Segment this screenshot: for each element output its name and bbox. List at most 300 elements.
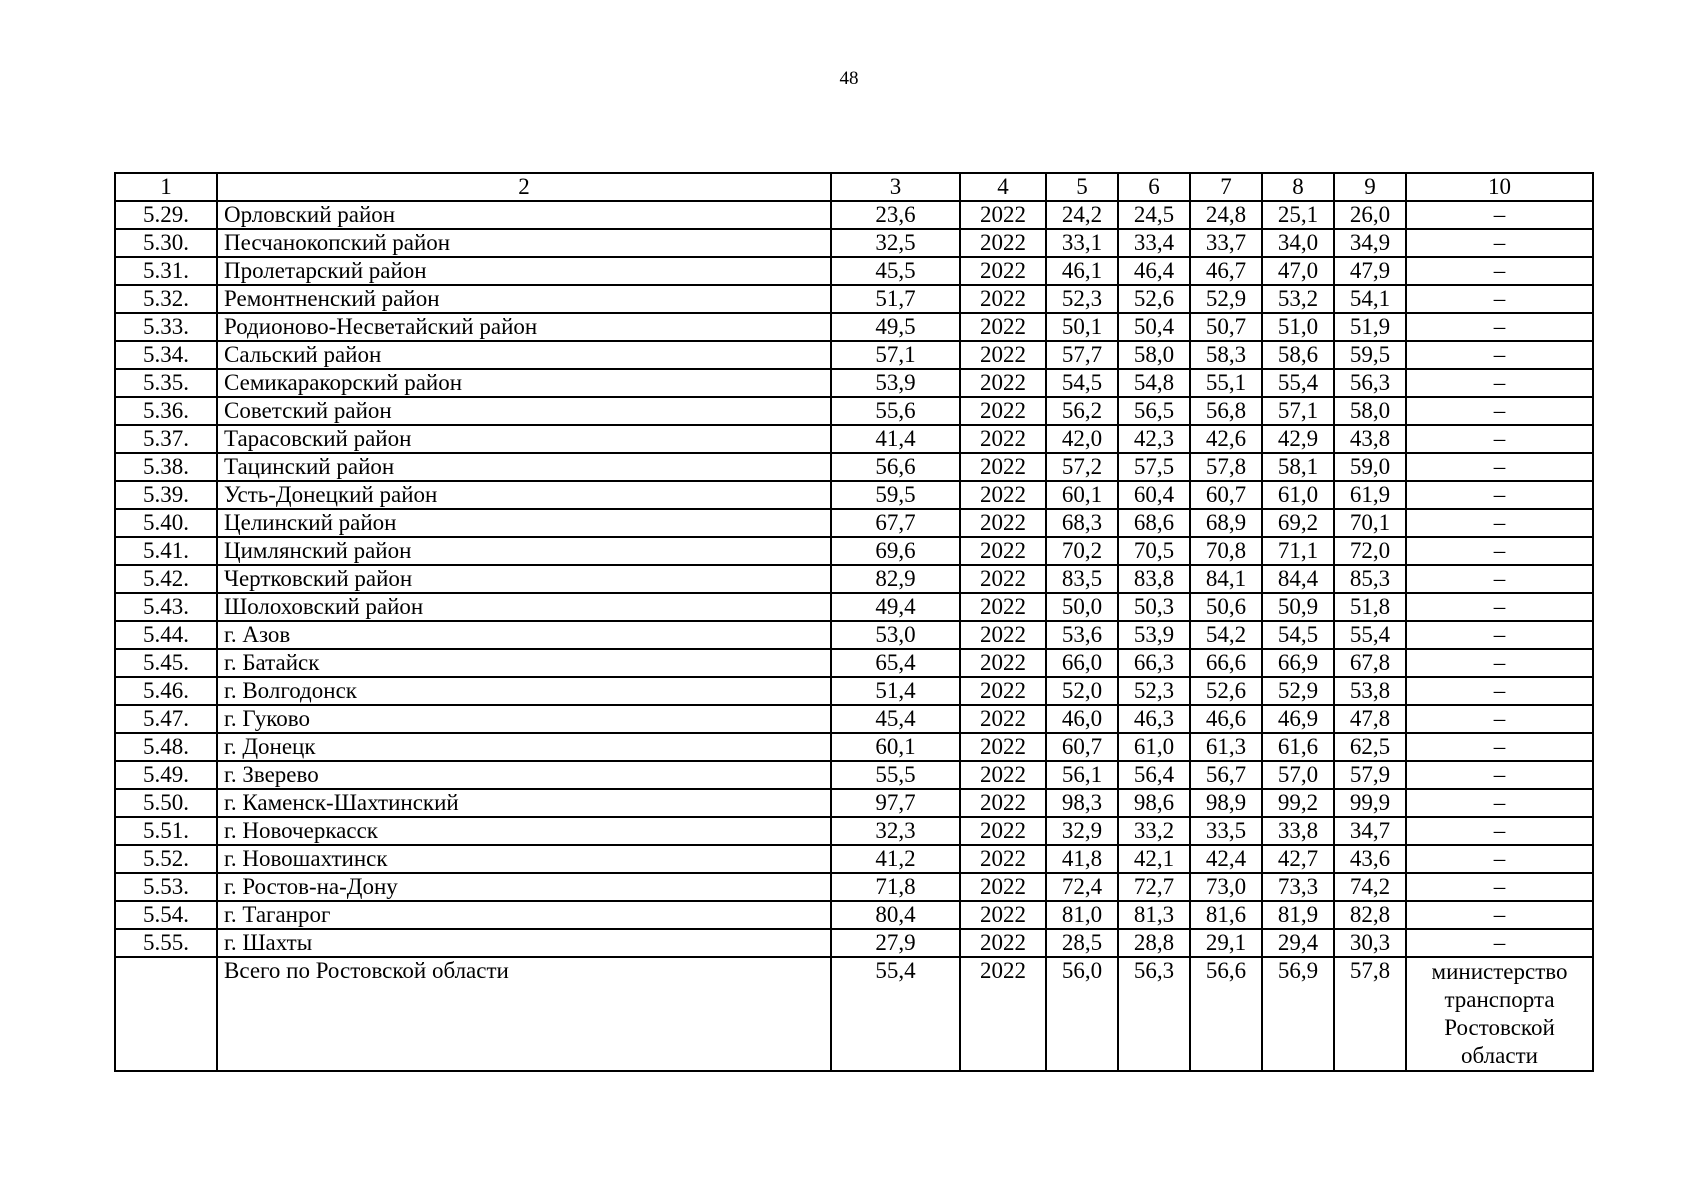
value-col-5: 70,2 <box>1046 537 1118 565</box>
responsible-col-10: – <box>1406 789 1593 817</box>
responsible-col-10: – <box>1406 845 1593 873</box>
value-col-8: 25,1 <box>1262 201 1334 229</box>
value-col-6: 60,4 <box>1118 481 1190 509</box>
value-col-3: 69,6 <box>831 537 960 565</box>
value-col-3: 41,4 <box>831 425 960 453</box>
column-header: 5 <box>1046 173 1118 201</box>
row-number: 5.54. <box>115 901 217 929</box>
table-row <box>115 733 1593 761</box>
row-number: 5.30. <box>115 229 217 257</box>
row-number: 5.49. <box>115 761 217 789</box>
value-col-5: 81,0 <box>1046 901 1118 929</box>
responsible-col-10: – <box>1406 593 1593 621</box>
table-row <box>115 229 1593 257</box>
table-row <box>115 817 1593 845</box>
row-number: 5.46. <box>115 677 217 705</box>
value-col-9: 72,0 <box>1334 537 1406 565</box>
table-row <box>115 313 1593 341</box>
value-col-3: 41,2 <box>831 845 960 873</box>
value-col-3: 82,9 <box>831 565 960 593</box>
row-number: 5.33. <box>115 313 217 341</box>
year-col-4: 2022 <box>960 789 1046 817</box>
value-col-3: 51,4 <box>831 677 960 705</box>
value-col-6: 58,0 <box>1118 341 1190 369</box>
municipality-name: г. Новочеркасск <box>217 817 831 845</box>
year-col-4: 2022 <box>960 425 1046 453</box>
value-col-8: 50,9 <box>1262 593 1334 621</box>
value-col-6: 83,8 <box>1118 565 1190 593</box>
value-col-3: 49,4 <box>831 593 960 621</box>
value-col-6: 98,6 <box>1118 789 1190 817</box>
value-col-9: 61,9 <box>1334 481 1406 509</box>
value-col-7: 56,8 <box>1190 397 1262 425</box>
table-row <box>115 677 1593 705</box>
value-col-8: 42,7 <box>1262 845 1334 873</box>
value-col-3: 32,3 <box>831 817 960 845</box>
municipality-name: г. Батайск <box>217 649 831 677</box>
value-col-9: 34,7 <box>1334 817 1406 845</box>
value-col-9: 70,1 <box>1334 509 1406 537</box>
responsible-col-10: – <box>1406 705 1593 733</box>
value-col-6: 56,4 <box>1118 761 1190 789</box>
table-body <box>115 201 1593 1071</box>
municipality-name: Семикаракорский район <box>217 369 831 397</box>
value-col-6: 81,3 <box>1118 901 1190 929</box>
municipality-name: г. Гуково <box>217 705 831 733</box>
responsible-col-10: – <box>1406 817 1593 845</box>
table-row <box>115 789 1593 817</box>
value-col-5: 60,7 <box>1046 733 1118 761</box>
municipality-name: г. Волгодонск <box>217 677 831 705</box>
table-row <box>115 369 1593 397</box>
table-row <box>115 761 1593 789</box>
value-col-7: 84,1 <box>1190 565 1262 593</box>
value-col-3: 56,6 <box>831 453 960 481</box>
value-col-5: 72,4 <box>1046 873 1118 901</box>
municipality-name: г. Зверево <box>217 761 831 789</box>
row-number: 5.36. <box>115 397 217 425</box>
value-col-7: 46,7 <box>1190 257 1262 285</box>
row-number: 5.52. <box>115 845 217 873</box>
value-col-6: 50,3 <box>1118 593 1190 621</box>
table-row <box>115 649 1593 677</box>
value-col-5: 68,3 <box>1046 509 1118 537</box>
value-col-3: 65,4 <box>831 649 960 677</box>
municipality-name: Пролетарский район <box>217 257 831 285</box>
total-value-col-9: 57,8 <box>1334 957 1406 1071</box>
responsible-col-10: – <box>1406 285 1593 313</box>
year-col-4: 2022 <box>960 509 1046 537</box>
municipality-name: Целинский район <box>217 509 831 537</box>
row-number: 5.34. <box>115 341 217 369</box>
year-col-4: 2022 <box>960 453 1046 481</box>
value-col-8: 99,2 <box>1262 789 1334 817</box>
value-col-3: 97,7 <box>831 789 960 817</box>
row-number: 5.51. <box>115 817 217 845</box>
value-col-9: 59,5 <box>1334 341 1406 369</box>
year-col-4: 2022 <box>960 369 1046 397</box>
municipality-name: Ремонтненский район <box>217 285 831 313</box>
value-col-8: 33,8 <box>1262 817 1334 845</box>
value-col-5: 56,1 <box>1046 761 1118 789</box>
value-col-7: 70,8 <box>1190 537 1262 565</box>
responsible-col-10: – <box>1406 929 1593 957</box>
value-col-7: 73,0 <box>1190 873 1262 901</box>
value-col-6: 50,4 <box>1118 313 1190 341</box>
value-col-3: 23,6 <box>831 201 960 229</box>
value-col-6: 33,2 <box>1118 817 1190 845</box>
value-col-6: 68,6 <box>1118 509 1190 537</box>
value-col-8: 52,9 <box>1262 677 1334 705</box>
year-col-4: 2022 <box>960 341 1046 369</box>
value-col-3: 27,9 <box>831 929 960 957</box>
value-col-8: 71,1 <box>1262 537 1334 565</box>
responsible-col-10: – <box>1406 761 1593 789</box>
value-col-7: 50,7 <box>1190 313 1262 341</box>
total-value-col-7: 56,6 <box>1190 957 1262 1071</box>
responsible-col-10: – <box>1406 621 1593 649</box>
value-col-8: 61,0 <box>1262 481 1334 509</box>
value-col-5: 57,2 <box>1046 453 1118 481</box>
total-value-col-5: 56,0 <box>1046 957 1118 1071</box>
table-row <box>115 845 1593 873</box>
responsible-col-10: – <box>1406 677 1593 705</box>
value-col-5: 24,2 <box>1046 201 1118 229</box>
table-row <box>115 873 1593 901</box>
value-col-8: 66,9 <box>1262 649 1334 677</box>
table-row <box>115 509 1593 537</box>
table-row <box>115 341 1593 369</box>
value-col-8: 73,3 <box>1262 873 1334 901</box>
value-col-9: 43,6 <box>1334 845 1406 873</box>
value-col-3: 57,1 <box>831 341 960 369</box>
municipality-name: г. Шахты <box>217 929 831 957</box>
value-col-5: 52,3 <box>1046 285 1118 313</box>
row-number: 5.40. <box>115 509 217 537</box>
value-col-5: 60,1 <box>1046 481 1118 509</box>
value-col-8: 46,9 <box>1262 705 1334 733</box>
value-col-6: 42,3 <box>1118 425 1190 453</box>
value-col-6: 24,5 <box>1118 201 1190 229</box>
year-col-4: 2022 <box>960 285 1046 313</box>
municipality-name: Шолоховский район <box>217 593 831 621</box>
year-col-4: 2022 <box>960 593 1046 621</box>
value-col-8: 47,0 <box>1262 257 1334 285</box>
value-col-8: 57,0 <box>1262 761 1334 789</box>
row-number: 5.37. <box>115 425 217 453</box>
responsible-col-10: – <box>1406 649 1593 677</box>
year-col-4: 2022 <box>960 537 1046 565</box>
value-col-8: 29,4 <box>1262 929 1334 957</box>
table-row <box>115 705 1593 733</box>
value-col-8: 58,1 <box>1262 453 1334 481</box>
value-col-8: 61,6 <box>1262 733 1334 761</box>
municipality-name: г. Каменск-Шахтинский <box>217 789 831 817</box>
total-year-col-4: 2022 <box>960 957 1046 1071</box>
responsible-col-10: – <box>1406 537 1593 565</box>
year-col-4: 2022 <box>960 397 1046 425</box>
responsible-col-10: – <box>1406 229 1593 257</box>
responsible-col-10: – <box>1406 481 1593 509</box>
value-col-5: 32,9 <box>1046 817 1118 845</box>
column-header: 3 <box>831 173 960 201</box>
value-col-3: 71,8 <box>831 873 960 901</box>
municipality-name: г. Азов <box>217 621 831 649</box>
responsible-col-10: – <box>1406 201 1593 229</box>
total-value-col-8: 56,9 <box>1262 957 1334 1071</box>
value-col-9: 47,8 <box>1334 705 1406 733</box>
value-col-7: 55,1 <box>1190 369 1262 397</box>
value-col-7: 54,2 <box>1190 621 1262 649</box>
table-row <box>115 929 1593 957</box>
value-col-5: 56,2 <box>1046 397 1118 425</box>
value-col-8: 51,0 <box>1262 313 1334 341</box>
value-col-9: 55,4 <box>1334 621 1406 649</box>
value-col-5: 28,5 <box>1046 929 1118 957</box>
value-col-5: 66,0 <box>1046 649 1118 677</box>
value-col-6: 46,3 <box>1118 705 1190 733</box>
responsible-col-10: – <box>1406 257 1593 285</box>
header-row <box>115 173 1593 201</box>
table-header <box>115 173 1593 201</box>
value-col-6: 52,3 <box>1118 677 1190 705</box>
row-number: 5.31. <box>115 257 217 285</box>
value-col-9: 43,8 <box>1334 425 1406 453</box>
value-col-9: 26,0 <box>1334 201 1406 229</box>
row-number: 5.41. <box>115 537 217 565</box>
municipality-name: Тацинский район <box>217 453 831 481</box>
year-col-4: 2022 <box>960 817 1046 845</box>
table-row <box>115 285 1593 313</box>
total-responsible-col-10: министерство транспорта Ростовской области <box>1406 957 1593 1071</box>
table-row <box>115 537 1593 565</box>
value-col-7: 66,6 <box>1190 649 1262 677</box>
column-header: 10 <box>1406 173 1593 201</box>
column-header: 6 <box>1118 173 1190 201</box>
page-number: 48 <box>839 68 859 89</box>
value-col-9: 57,9 <box>1334 761 1406 789</box>
responsible-col-10: – <box>1406 341 1593 369</box>
value-col-3: 59,5 <box>831 481 960 509</box>
column-header: 1 <box>115 173 217 201</box>
value-col-5: 50,1 <box>1046 313 1118 341</box>
value-col-9: 47,9 <box>1334 257 1406 285</box>
value-col-5: 50,0 <box>1046 593 1118 621</box>
responsible-col-10: – <box>1406 313 1593 341</box>
row-number: 5.48. <box>115 733 217 761</box>
value-col-5: 42,0 <box>1046 425 1118 453</box>
municipality-name: г. Донецк <box>217 733 831 761</box>
table-row <box>115 565 1593 593</box>
year-col-4: 2022 <box>960 201 1046 229</box>
value-col-7: 56,7 <box>1190 761 1262 789</box>
responsible-col-10: – <box>1406 733 1593 761</box>
value-col-7: 42,6 <box>1190 425 1262 453</box>
value-col-7: 24,8 <box>1190 201 1262 229</box>
value-col-7: 98,9 <box>1190 789 1262 817</box>
table-row <box>115 621 1593 649</box>
value-col-6: 72,7 <box>1118 873 1190 901</box>
value-col-7: 57,8 <box>1190 453 1262 481</box>
year-col-4: 2022 <box>960 677 1046 705</box>
value-col-6: 57,5 <box>1118 453 1190 481</box>
responsible-col-10: – <box>1406 453 1593 481</box>
value-col-6: 70,5 <box>1118 537 1190 565</box>
responsible-col-10: – <box>1406 509 1593 537</box>
total-value-col-6: 56,3 <box>1118 957 1190 1071</box>
row-number: 5.55. <box>115 929 217 957</box>
row-number: 5.45. <box>115 649 217 677</box>
responsible-col-10: – <box>1406 565 1593 593</box>
value-col-3: 55,5 <box>831 761 960 789</box>
value-col-7: 58,3 <box>1190 341 1262 369</box>
municipality-name: Песчанокопский район <box>217 229 831 257</box>
value-col-6: 56,5 <box>1118 397 1190 425</box>
year-col-4: 2022 <box>960 761 1046 789</box>
value-col-9: 56,3 <box>1334 369 1406 397</box>
municipality-name: г. Новошахтинск <box>217 845 831 873</box>
value-col-6: 28,8 <box>1118 929 1190 957</box>
year-col-4: 2022 <box>960 313 1046 341</box>
value-col-9: 58,0 <box>1334 397 1406 425</box>
responsible-col-10: – <box>1406 397 1593 425</box>
value-col-6: 61,0 <box>1118 733 1190 761</box>
row-number: 5.44. <box>115 621 217 649</box>
year-col-4: 2022 <box>960 873 1046 901</box>
value-col-6: 33,4 <box>1118 229 1190 257</box>
row-number: 5.29. <box>115 201 217 229</box>
table-row <box>115 453 1593 481</box>
value-col-7: 33,7 <box>1190 229 1262 257</box>
value-col-9: 30,3 <box>1334 929 1406 957</box>
value-col-3: 53,9 <box>831 369 960 397</box>
value-col-6: 52,6 <box>1118 285 1190 313</box>
value-col-3: 45,4 <box>831 705 960 733</box>
value-col-9: 85,3 <box>1334 565 1406 593</box>
value-col-7: 61,3 <box>1190 733 1262 761</box>
municipality-name: Чертковский район <box>217 565 831 593</box>
value-col-8: 55,4 <box>1262 369 1334 397</box>
total-row <box>115 957 1593 1071</box>
value-col-6: 54,8 <box>1118 369 1190 397</box>
value-col-3: 53,0 <box>831 621 960 649</box>
value-col-9: 62,5 <box>1334 733 1406 761</box>
responsible-col-10: – <box>1406 369 1593 397</box>
table-row <box>115 481 1593 509</box>
row-number: 5.53. <box>115 873 217 901</box>
value-col-5: 41,8 <box>1046 845 1118 873</box>
column-header: 7 <box>1190 173 1262 201</box>
value-col-9: 34,9 <box>1334 229 1406 257</box>
column-header: 8 <box>1262 173 1334 201</box>
row-number: 5.39. <box>115 481 217 509</box>
value-col-3: 80,4 <box>831 901 960 929</box>
value-col-8: 81,9 <box>1262 901 1334 929</box>
value-col-7: 42,4 <box>1190 845 1262 873</box>
value-col-6: 46,4 <box>1118 257 1190 285</box>
row-number: 5.38. <box>115 453 217 481</box>
table-row <box>115 593 1593 621</box>
value-col-9: 59,0 <box>1334 453 1406 481</box>
municipality-name: Родионово-Несветайский район <box>217 313 831 341</box>
year-col-4: 2022 <box>960 257 1046 285</box>
year-col-4: 2022 <box>960 845 1046 873</box>
value-col-9: 99,9 <box>1334 789 1406 817</box>
municipality-name: Орловский район <box>217 201 831 229</box>
year-col-4: 2022 <box>960 901 1046 929</box>
row-number: 5.35. <box>115 369 217 397</box>
municipality-name: Цимлянский район <box>217 537 831 565</box>
value-col-5: 83,5 <box>1046 565 1118 593</box>
value-col-8: 42,9 <box>1262 425 1334 453</box>
value-col-5: 98,3 <box>1046 789 1118 817</box>
value-col-7: 50,6 <box>1190 593 1262 621</box>
value-col-3: 55,6 <box>831 397 960 425</box>
value-col-3: 49,5 <box>831 313 960 341</box>
value-col-7: 68,9 <box>1190 509 1262 537</box>
value-col-5: 52,0 <box>1046 677 1118 705</box>
value-col-9: 74,2 <box>1334 873 1406 901</box>
table-row <box>115 425 1593 453</box>
responsible-col-10: – <box>1406 873 1593 901</box>
year-col-4: 2022 <box>960 733 1046 761</box>
value-col-8: 69,2 <box>1262 509 1334 537</box>
value-col-5: 53,6 <box>1046 621 1118 649</box>
year-col-4: 2022 <box>960 621 1046 649</box>
value-col-3: 45,5 <box>831 257 960 285</box>
value-col-8: 34,0 <box>1262 229 1334 257</box>
value-col-5: 54,5 <box>1046 369 1118 397</box>
row-number: 5.50. <box>115 789 217 817</box>
value-col-5: 33,1 <box>1046 229 1118 257</box>
total-label: Всего по Ростовской области <box>217 957 831 1071</box>
value-col-9: 51,9 <box>1334 313 1406 341</box>
year-col-4: 2022 <box>960 565 1046 593</box>
value-col-6: 66,3 <box>1118 649 1190 677</box>
municipality-name: г. Ростов-на-Дону <box>217 873 831 901</box>
value-col-3: 32,5 <box>831 229 960 257</box>
value-col-9: 67,8 <box>1334 649 1406 677</box>
municipality-name: Сальский район <box>217 341 831 369</box>
value-col-7: 33,5 <box>1190 817 1262 845</box>
year-col-4: 2022 <box>960 705 1046 733</box>
row-number: 5.32. <box>115 285 217 313</box>
value-col-5: 46,0 <box>1046 705 1118 733</box>
value-col-6: 53,9 <box>1118 621 1190 649</box>
municipality-name: г. Таганрог <box>217 901 831 929</box>
year-col-4: 2022 <box>960 929 1046 957</box>
row-number: 5.42. <box>115 565 217 593</box>
table-row <box>115 397 1593 425</box>
row-number: 5.43. <box>115 593 217 621</box>
value-col-8: 53,2 <box>1262 285 1334 313</box>
value-col-5: 57,7 <box>1046 341 1118 369</box>
value-col-7: 52,6 <box>1190 677 1262 705</box>
value-col-8: 84,4 <box>1262 565 1334 593</box>
year-col-4: 2022 <box>960 481 1046 509</box>
column-header: 9 <box>1334 173 1406 201</box>
table-row <box>115 901 1593 929</box>
data-table <box>114 172 1594 1072</box>
value-col-5: 46,1 <box>1046 257 1118 285</box>
value-col-3: 60,1 <box>831 733 960 761</box>
value-col-9: 53,8 <box>1334 677 1406 705</box>
value-col-7: 46,6 <box>1190 705 1262 733</box>
responsible-col-10: – <box>1406 425 1593 453</box>
value-col-3: 67,7 <box>831 509 960 537</box>
column-header: 4 <box>960 173 1046 201</box>
value-col-9: 51,8 <box>1334 593 1406 621</box>
